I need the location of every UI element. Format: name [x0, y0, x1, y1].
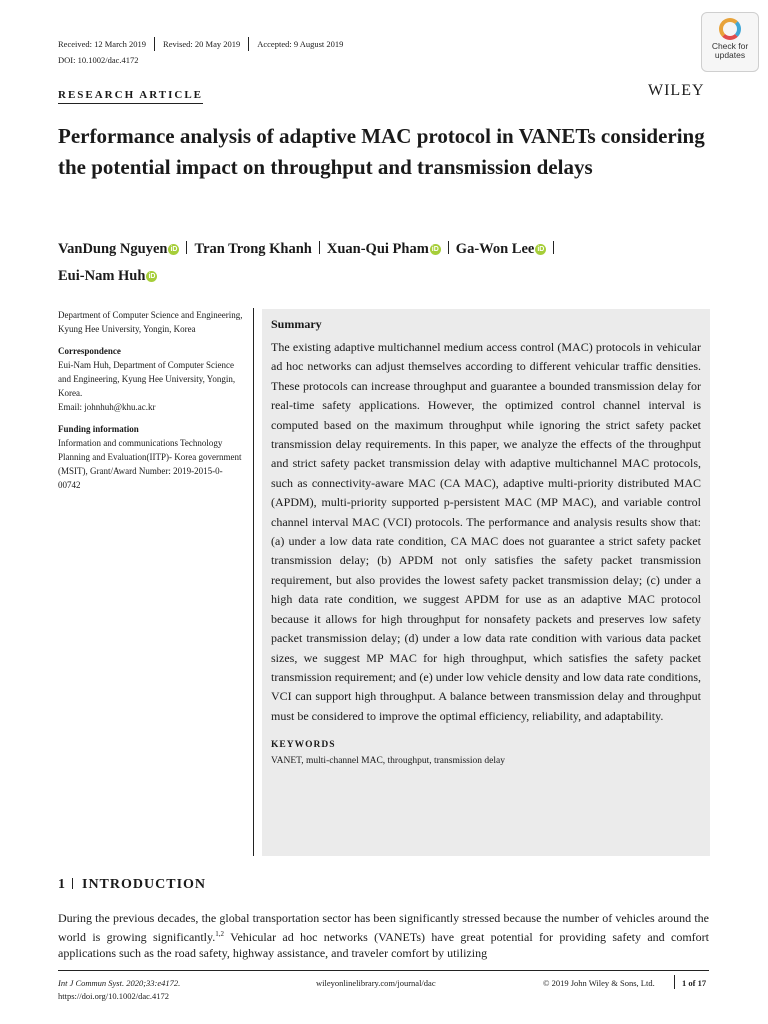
intro-text-1: During the previous decades, the global transportation sector has been significantly stressed because the number of vehicles around the world is growing significantly. [58, 911, 709, 944]
author-divider [448, 241, 449, 254]
keywords-heading: KEYWORDS [271, 740, 336, 751]
section-title: INTRODUCTION [82, 877, 207, 892]
accepted-date: Accepted: 9 August 2019 [257, 39, 344, 49]
funding-text: Information and communications Technology Planning and Evaluation(IITP)- Korea government (MSIT), Grant/Award Number: 2019-2015-0-00742 [58, 438, 242, 490]
affiliation: Department of Computer Science and Engineering, Kyung Hee University, Yongin, Korea [58, 310, 243, 334]
check-for-updates-label-2: updates [714, 50, 746, 60]
author-name[interactable]: VanDung Nguyen [58, 241, 168, 257]
received-date: Received: 12 March 2019 [58, 39, 147, 49]
section-divider [72, 878, 73, 889]
publisher-logo: WILEY [648, 82, 705, 99]
intro-paragraph [58, 910, 709, 961]
author-divider [186, 241, 187, 254]
abstract-heading: Summary [271, 317, 322, 331]
revised-date: Revised: 20 May 2019 [163, 39, 241, 49]
intro-text-2: Vehicular ad hoc networks (VANETs) have great potential for providing safety and comfort applications such as the road safety, highway assistance, and traveler comfort by utilizing [58, 930, 709, 960]
author-name[interactable]: Ga-Won Lee [455, 241, 535, 257]
crossmark-icon [719, 18, 741, 40]
check-for-updates-label-1: Check for [711, 41, 749, 51]
correspondence-heading: Correspondence [58, 346, 121, 356]
footer-rule [58, 970, 709, 971]
orcid-icon[interactable]: iD [431, 246, 439, 253]
page-divider [674, 975, 675, 989]
section-heading [58, 877, 206, 893]
article-dates [58, 37, 343, 51]
column-divider [253, 308, 254, 856]
orcid-icon[interactable]: iD [537, 246, 545, 253]
author-divider [319, 241, 320, 254]
journal-url-link[interactable]: wileyonlinelibrary.com/journal/dac [316, 978, 436, 988]
paper-title: Performance analysis of adaptive MAC protocol in VANETs considering the potential impact on throughput and transmission delays [58, 124, 705, 179]
author-name[interactable]: Eui-Nam Huh [58, 268, 146, 284]
author-list [58, 236, 698, 290]
citation-link[interactable]: 1,2 [215, 930, 224, 938]
date-divider [154, 37, 155, 51]
author-name[interactable]: Tran Trong Khanh [194, 241, 312, 257]
date-divider [248, 37, 249, 51]
check-for-updates-button[interactable] [701, 12, 759, 72]
journal-citation: Int J Commun Syst. 2020;33:e4172. [58, 978, 181, 988]
abstract-box [262, 309, 710, 856]
orcid-icon[interactable]: iD [170, 246, 178, 253]
correspondence-text: Eui-Nam Huh, Department of Computer Science and Engineering, Kyung Hee University, Yongin, Korea. [58, 360, 236, 398]
abstract-text: The existing adaptive multichannel medium access control (MAC) protocols in vehicular ad hoc networks can adjust themselves according to different vehicular traffic densities. These protocols can increase throughput and guarantee a bounded transmission delay for real-time safety applications. However, the optimized control channel interval is computed based on the maximum throughput while ignoring the strict safety packet transmission delay requirements. In this paper, we analyze the effects of the throughput and strict safety packet transmission delay with adaptive multichannel MAC protocols, such as connectivity-aware MAC (CA MAC), adaptive multi-priority distributed MAC (APDM), multi-priority supported p-persistent MAC (MP MAC), and variable control channel interval MAC (VCI) protocols. The performance and analysis results show that: (a) under a low data rate condition, CA MAC does not guarantee a strict safety packet transmission delay; (b) APDM not only satisfies the safety packet transmission requirement, but also provides the lowest safety packet transmission delay; (c) under a high data rate condition, we suggest APDM for use as an adaptive MAC protocol because it allows for high throughput for nonsafety packets and preserves low safety packet transmission delay; (d) under a low data rate condition with various data packet sizes, we suggest MP MAC for high throughput, which satisfies the safety packet transmission requirement; and (e) under low vehicle density and low data rate conditions, VCI can support high throughput. A balance between transmission delay and throughput must be considered to improve the optimal efficiency, reliability, and adaptability. [271, 340, 701, 723]
doi-label: DOI: 10.1002/dac.4172 [58, 55, 139, 65]
article-type: RESEARCH ARTICLE [58, 89, 203, 104]
funding-heading: Funding information [58, 424, 139, 434]
author-divider [553, 241, 554, 254]
footer-doi-link[interactable]: https://doi.org/10.1002/dac.4172 [58, 991, 170, 1001]
sidebar-info [58, 308, 243, 492]
copyright: © 2019 John Wiley & Sons, Ltd. [543, 978, 655, 988]
orcid-icon[interactable]: iD [148, 273, 156, 280]
keywords-text: VANET, multi-channel MAC, throughput, transmission delay [271, 756, 505, 767]
footer-journal [58, 977, 180, 1003]
section-number: 1 [58, 877, 66, 892]
author-name[interactable]: Xuan-Qui Pham [326, 241, 429, 257]
email-link[interactable]: Email: johnhuh@khu.ac.kr [58, 402, 156, 412]
page-number: 1 of 17 [682, 978, 707, 988]
